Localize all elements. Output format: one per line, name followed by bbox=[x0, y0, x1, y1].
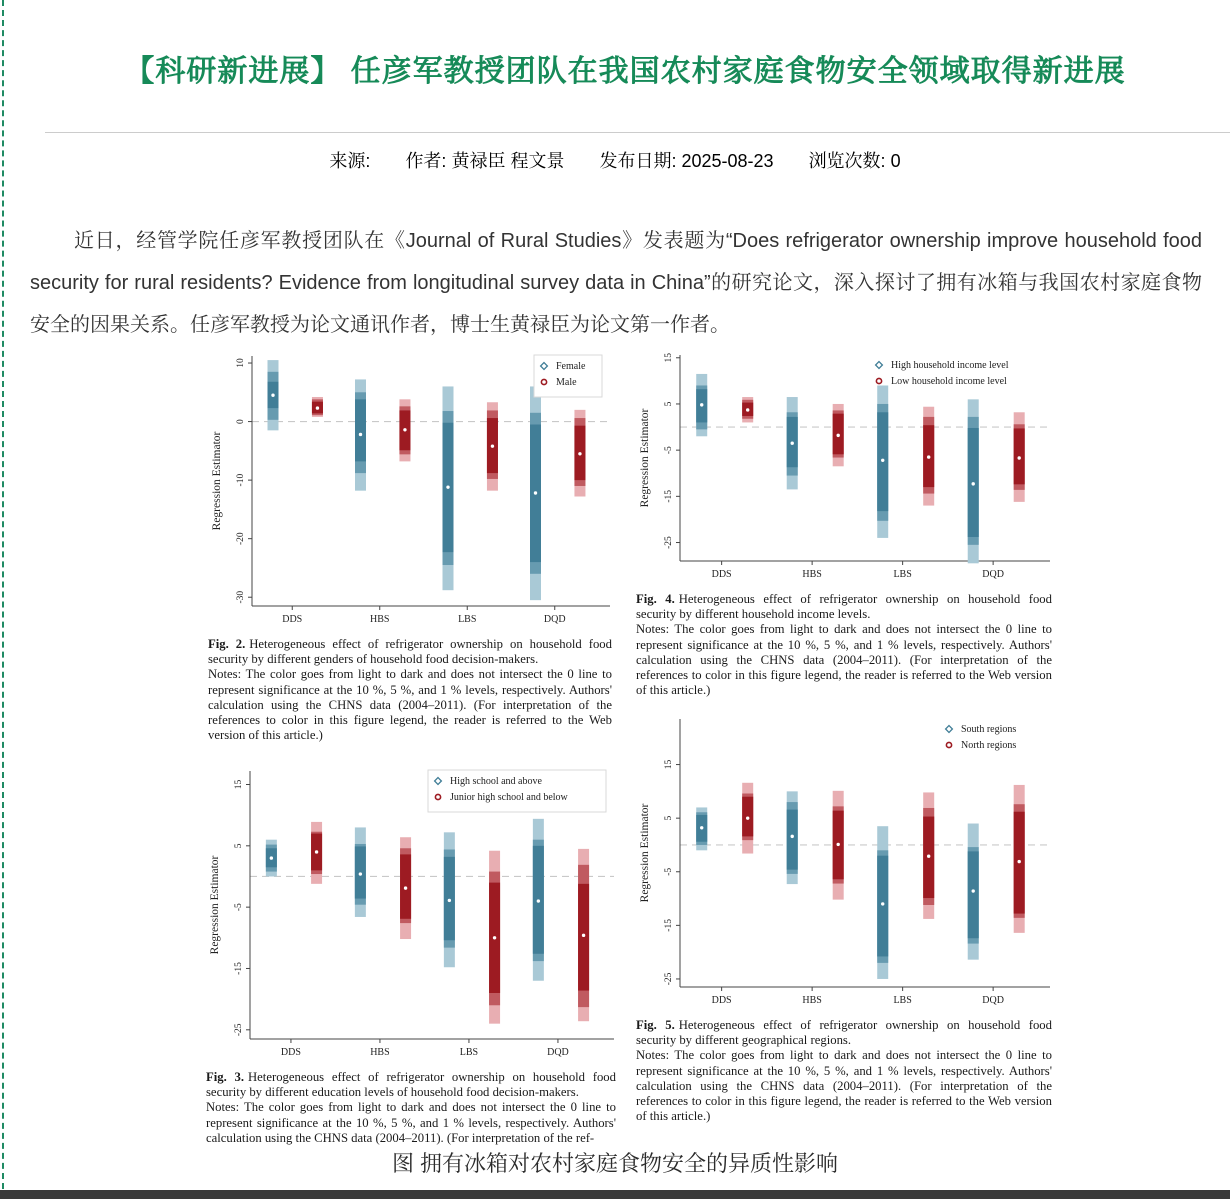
figure-2 bbox=[208, 351, 612, 744]
meta-author: 作者: 黄禄臣 程文景 bbox=[405, 151, 565, 171]
svg-text:High household income level: High household income level bbox=[891, 360, 1009, 372]
svg-text:Regression Estimator: Regression Estimator bbox=[209, 855, 221, 955]
svg-text:-15: -15 bbox=[234, 962, 244, 975]
fig4-chart bbox=[636, 350, 1052, 587]
fig3-chart bbox=[206, 766, 616, 1065]
fig4-caption bbox=[636, 592, 1052, 699]
svg-text:Regression Estimator: Regression Estimator bbox=[211, 431, 223, 531]
article-paragraph: 近日，经管学院任彦军教授团队在《Journal of Rural Studies》发表题为“Does refrigerator ownership improve household food security for rural residents? Evidence from longitudinal survey data in China”的研究论文，深入探讨了拥有冰箱与我国农村家庭食物安全的因果关系。任彦军教授为论文通讯作者，博士生黄禄臣为论文第一作者。 bbox=[30, 230, 1202, 336]
svg-text:-5: -5 bbox=[664, 446, 674, 455]
footer-bar bbox=[0, 1190, 1230, 1199]
svg-text:-30: -30 bbox=[236, 590, 246, 604]
svg-text:LBS: LBS bbox=[458, 614, 477, 625]
meta-views: 浏览次数: 0 bbox=[808, 151, 901, 171]
svg-text:0: 0 bbox=[236, 419, 246, 424]
svg-text:5: 5 bbox=[234, 843, 244, 849]
svg-text:HBS: HBS bbox=[802, 995, 822, 1006]
svg-text:DDS: DDS bbox=[711, 995, 732, 1006]
svg-text:DQD: DQD bbox=[982, 569, 1004, 580]
svg-text:5: 5 bbox=[664, 815, 674, 821]
svg-text:-20: -20 bbox=[236, 532, 246, 546]
svg-text:-25: -25 bbox=[234, 1023, 244, 1037]
page-title: 【科研新进展】 任彦军教授团队在我国农村家庭食物安全领域取得新进展 bbox=[124, 55, 1126, 88]
fig5-caption-title: Fig. 5. Heterogeneous effect of refrigerator ownership on household food security by different geographical regions. bbox=[636, 1018, 1052, 1048]
fig2-caption-notes: Notes: The color goes from light to dark and does not intersect the 0 line to represent significance at the 10 %, 5 %, and 1 % levels, respectively. Authors' calculation using the CHNS data (2004–2011). (For interpretation of the references to color in this figure legend, the reader is referred to the Web version of this article.) bbox=[208, 667, 612, 743]
fig5-label: Fig. 5. bbox=[636, 1018, 675, 1032]
svg-text:Female: Female bbox=[556, 361, 586, 373]
fig2-chart bbox=[208, 351, 612, 632]
svg-text:Regression Estimator: Regression Estimator bbox=[639, 408, 651, 508]
fig2-caption-title: Fig. 2. Heterogeneous effect of refrigerator ownership on household food security by different genders of household food decision-makers. bbox=[208, 637, 612, 667]
svg-text:DDS: DDS bbox=[711, 569, 732, 580]
fig4-caption-title: Fig. 4. Heterogeneous effect of refrigerator ownership on household food security by different household income levels. bbox=[636, 592, 1052, 622]
fig3-caption bbox=[206, 1070, 616, 1146]
svg-text:-15: -15 bbox=[664, 919, 674, 932]
svg-text:15: 15 bbox=[664, 353, 674, 363]
svg-text:DQD: DQD bbox=[543, 614, 566, 625]
svg-text:HBS: HBS bbox=[802, 569, 822, 580]
svg-text:10: 10 bbox=[236, 358, 246, 368]
fig3-caption-title: Fig. 3. Heterogeneous effect of refrigerator ownership on household food security by different education levels of household food decision-makers. bbox=[206, 1070, 616, 1100]
svg-text:-5: -5 bbox=[234, 903, 244, 912]
svg-text:DDS: DDS bbox=[280, 1047, 301, 1058]
fig3-label: Fig. 3. bbox=[206, 1070, 245, 1084]
fig4-caption-notes: Notes: The color goes from light to dark and does not intersect the 0 line to represent significance at the 10 %, 5 %, and 1 % levels, respectively. Authors' calculation using the CHNS data (2004–2011). (For interpretation of the references to color in this figure legend, the reader is referred to the Web version of this article.) bbox=[636, 622, 1052, 698]
svg-text:DQD: DQD bbox=[982, 995, 1004, 1006]
svg-text:15: 15 bbox=[234, 779, 244, 790]
fig5-chart bbox=[636, 714, 1052, 1013]
svg-text:-5: -5 bbox=[664, 867, 674, 876]
svg-text:Male: Male bbox=[556, 377, 577, 389]
figure-3 bbox=[206, 766, 616, 1146]
fig5-caption bbox=[636, 1018, 1052, 1125]
meta-date: 发布日期: 2025-08-23 bbox=[599, 151, 774, 171]
svg-text:High school and above: High school and above bbox=[450, 776, 542, 788]
article-meta bbox=[0, 147, 1230, 173]
svg-text:DQD: DQD bbox=[547, 1047, 569, 1058]
svg-text:-25: -25 bbox=[664, 972, 674, 986]
left-dashed-border bbox=[2, 0, 4, 1199]
fig2-caption bbox=[208, 637, 612, 744]
svg-text:15: 15 bbox=[664, 759, 674, 770]
svg-text:-25: -25 bbox=[664, 536, 674, 549]
svg-text:Regression Estimator: Regression Estimator bbox=[639, 803, 651, 903]
svg-text:LBS: LBS bbox=[893, 995, 912, 1006]
svg-text:South regions: South regions bbox=[961, 724, 1017, 736]
fig4-label: Fig. 4. bbox=[636, 592, 675, 606]
svg-text:Junior high school and below: Junior high school and below bbox=[450, 792, 568, 804]
svg-text:-10: -10 bbox=[236, 473, 246, 487]
fig3-caption-notes: Notes: The color goes from light to dark and does not intersect the 0 line to represent significance at the 10 %, 5 %, and 1 % levels, respectively. Authors' calculation using the CHNS data (2004–2011). (For interpretation of the ref- bbox=[206, 1100, 616, 1145]
svg-text:LBS: LBS bbox=[459, 1047, 479, 1058]
figure-caption-cn: 图 拥有冰箱对农村家庭食物安全的异质性影响 bbox=[391, 1151, 839, 1176]
figure-5 bbox=[636, 714, 1052, 1125]
svg-text:DDS: DDS bbox=[282, 614, 303, 625]
svg-text:5: 5 bbox=[664, 401, 674, 407]
svg-text:HBS: HBS bbox=[370, 1047, 390, 1058]
fig5-caption-notes: Notes: The color goes from light to dark and does not intersect the 0 line to represent significance at the 10 %, 5 %, and 1 % levels, respectively. Authors' calculation using the CHNS data (2004–2011). (For interpretation of the references to color in this figure legend, the reader is referred to the Web version of this article.) bbox=[636, 1048, 1052, 1124]
meta-source: 来源: bbox=[329, 151, 371, 171]
fig2-label: Fig. 2. bbox=[208, 637, 246, 651]
svg-text:HBS: HBS bbox=[370, 614, 390, 625]
svg-text:North regions: North regions bbox=[961, 740, 1017, 752]
title-separator bbox=[45, 132, 1230, 133]
svg-text:LBS: LBS bbox=[893, 569, 912, 580]
figure-4 bbox=[636, 350, 1052, 699]
svg-text:Low household income level: Low household income level bbox=[891, 376, 1007, 388]
svg-text:-15: -15 bbox=[664, 490, 674, 503]
